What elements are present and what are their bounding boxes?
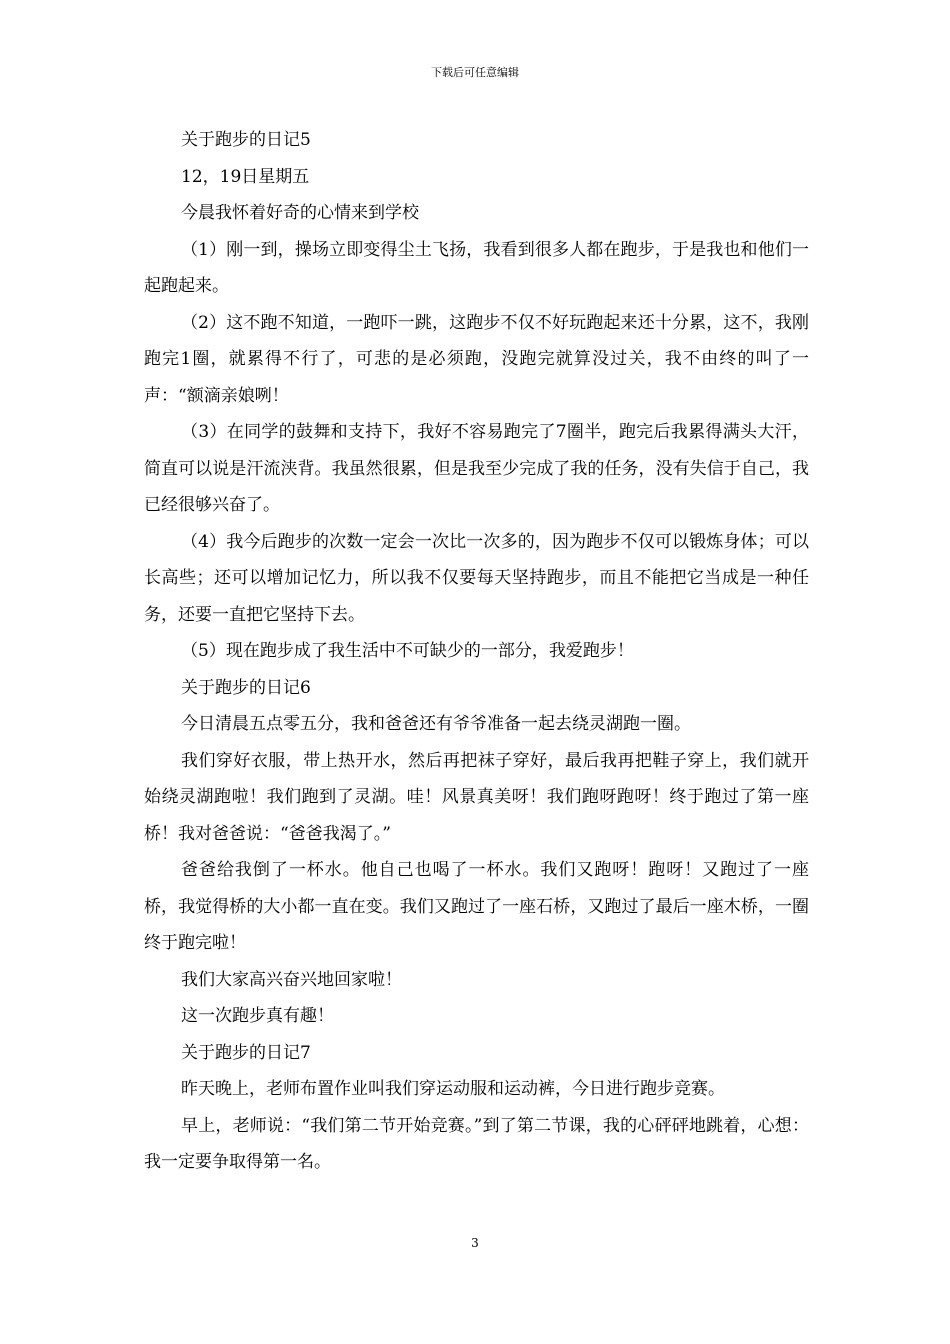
paragraph: 今晨我怀着好奇的心情来到学校 bbox=[181, 203, 419, 223]
paragraph: 我们大家高兴奋兴地回家啦！ bbox=[181, 969, 402, 990]
paragraph: 昨天晚上，老师布置作业叫我们穿运动服和运动裤，今日进行跑步竞赛。 bbox=[181, 1079, 725, 1099]
paragraph: （4）我今后跑步的次数一定会一次比一次多的，因为跑步不仅可以锻炼身体；可以长高些；还可以增加记忆力，所以我不仅要每天坚持跑步，而且不能把它当成是一种任务，还要一直把它坚持下去。 bbox=[144, 531, 809, 625]
diary-title-7: 关于跑步的日记7 bbox=[181, 1042, 311, 1063]
paragraph: 早上，老师说：“我们第二节开始竞赛。”到了第二节课，我的心砰砰地跳着，心想：我一定要争取得第一名。 bbox=[144, 1115, 809, 1172]
diary-title-6: 关于跑步的日记6 bbox=[181, 677, 311, 698]
paragraph: （5）现在跑步成了我生活中不可缺少的一部分，我爱跑步！ bbox=[181, 641, 634, 661]
paragraph: （1）刚一到，操场立即变得尘土飞扬，我看到很多人都在跑步，于是我也和他们一起跑起来。 bbox=[144, 239, 809, 296]
paragraph: （3）在同学的鼓舞和支持下，我好不容易跑完了7圈半，跑完后我累得满头大汗，简直可以说是汗流浃背。我虽然很累，但是我至少完成了我的任务，没有失信于自己，我已经很够兴奋了。 bbox=[144, 422, 809, 515]
paragraph: 这一次跑步真有趣！ bbox=[181, 1006, 334, 1026]
diary-title-5: 关于跑步的日记5 bbox=[181, 130, 311, 150]
paragraph: 爸爸给我倒了一杯水。他自己也喝了一杯水。我们又跑呀！跑呀！又跑过了一座桥，我觉得桥的大小都一直在变。我们又跑过了一座石桥，又跑过了最后一座木桥，一圈终于跑完啦！ bbox=[144, 860, 809, 953]
page-header: 下载后可任意编辑 bbox=[431, 66, 519, 79]
page-number: 3 bbox=[471, 1236, 479, 1250]
paragraph: 我们穿好衣服，带上热开水，然后再把袜子穿好，最后我再把鞋子穿上，我们就开始绕灵湖跑啦！我们跑到了灵湖。哇！风景真美呀！我们跑呀跑呀！终于跑过了第一座桥！我对爸爸说：“爸爸我渴了。” bbox=[144, 750, 809, 844]
paragraph: （2）这不跑不知道，一跑吓一跳，这跑步不仅不好玩跑起来还十分累，这不，我刚跑完1圈，就累得不行了，可悲的是必须跑，没跑完就算没过关，我不由终的叫了一声：“额滴亲娘咧！ bbox=[144, 312, 809, 406]
paragraph: 今日清晨五点零五分，我和爸爸还有爷爷准备一起去绕灵湖跑一圈。 bbox=[181, 714, 691, 734]
diary-date: 12，19日星期五 bbox=[181, 166, 310, 187]
document-body bbox=[144, 122, 809, 1181]
